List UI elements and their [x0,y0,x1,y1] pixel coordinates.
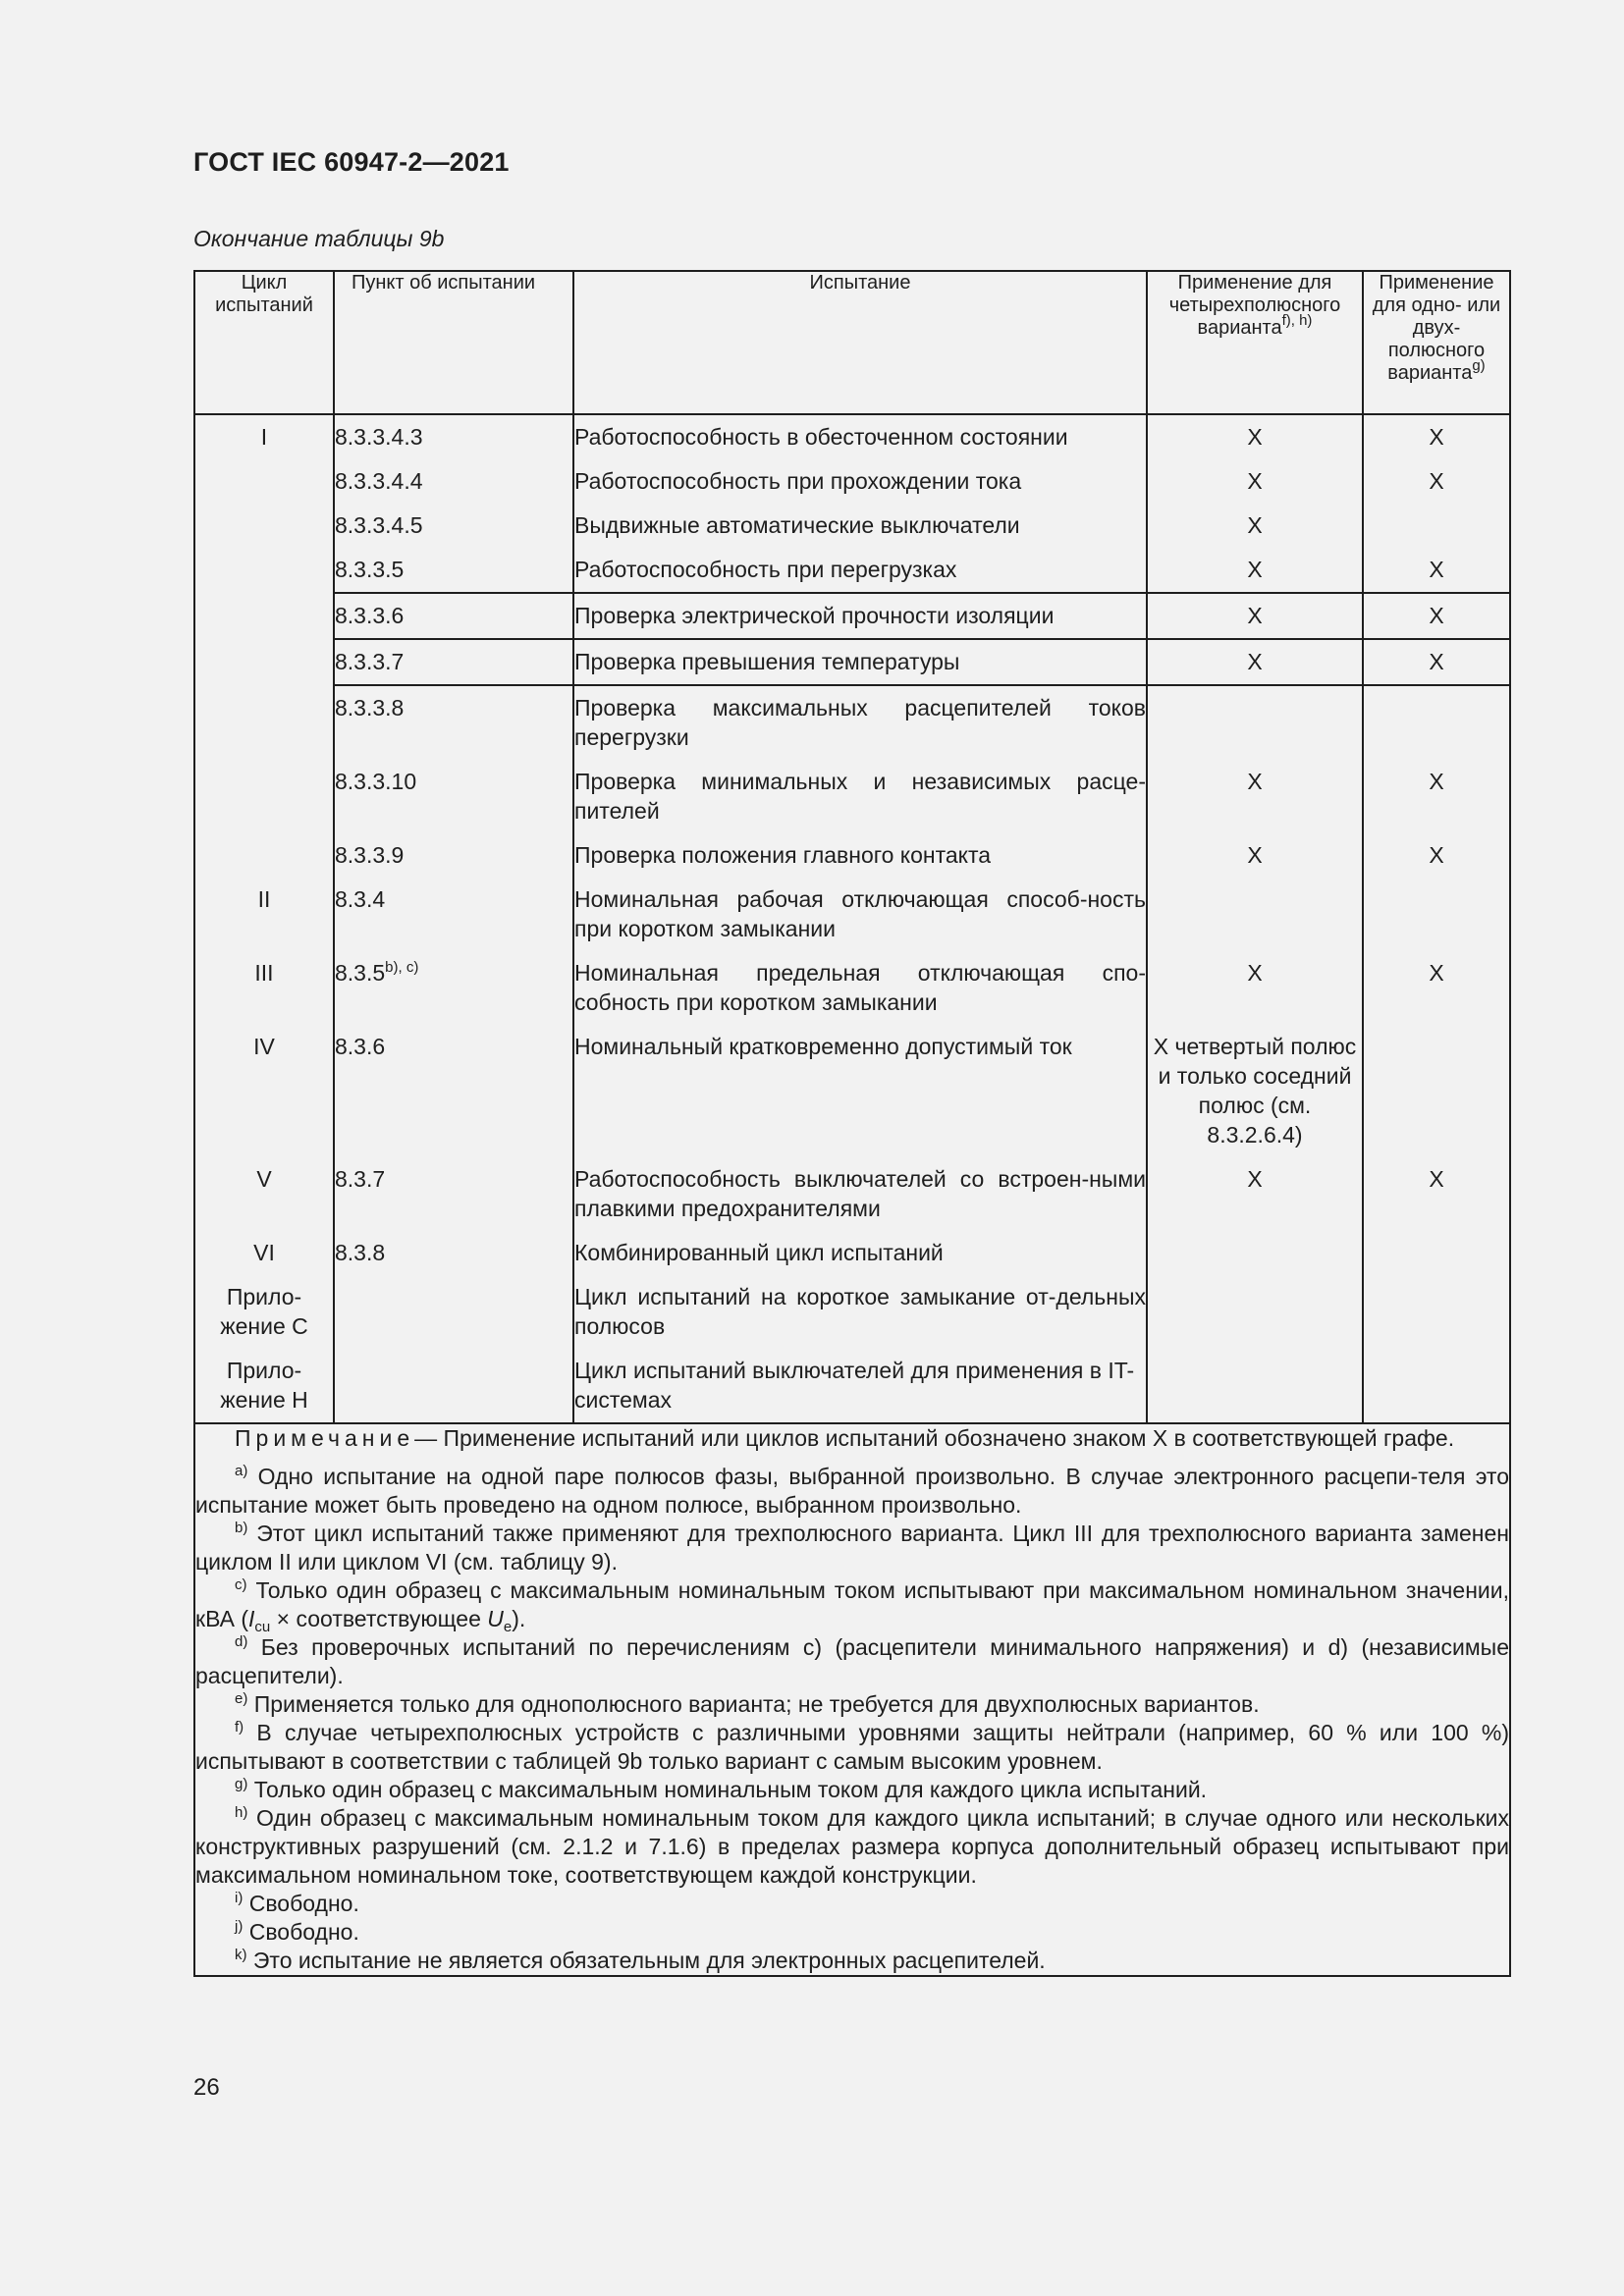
cell-cycle [194,593,334,639]
footnote-text-end: ). [512,1606,526,1631]
cell-one-two-pole [1363,1349,1510,1423]
table-row [194,504,1510,548]
notes-section [194,1423,1510,1976]
cell-four-pole: X [1147,593,1363,639]
table-row [194,1025,1510,1157]
footnote-text: В случае четырехполюсных устройств с различными уровнями защиты нейтрали (например, 60 % или 100 %) испытывают в соответствии с таблицей 9b только вариант с самым высоким уровнем. [195,1720,1510,1774]
symbol-u: U [487,1606,504,1631]
cell-clause [334,833,573,878]
footnote [195,1776,1509,1804]
cell-four-pole [1147,1275,1363,1349]
footnote-text: Свободно. [248,1891,359,1916]
footnote-mark: h) [235,1804,248,1821]
footnote-mark: a) [235,1463,248,1479]
footnote-text: Один образец с максимальным номинальным током для каждого цикла испытаний; в случае одного или нескольких конструктивных разрушений (см. 2.1.2 и 7.1.6) в пределах размера корпуса дополнительный образец испытывают при максимальном номинальном токе, соответствующем каждой конструкции. [195,1805,1509,1888]
cell-cycle: Прило-жение H [194,1349,334,1423]
table-row [194,833,1510,878]
footnote-text: Одно испытание на одной паре полюсов фазы, выбранной произвольно. В случае электронного расцепи-теля это испытание может быть проведено на одном полюсе, выбранном произвольно. [195,1464,1509,1518]
cell-four-pole [1147,1349,1363,1423]
cell-clause [334,1349,573,1423]
cell-four-pole: X [1147,414,1363,459]
cell-clause [334,504,573,548]
cell-one-two-pole: X [1363,760,1510,833]
cell-clause [334,639,573,685]
cell-cycle: VI [194,1231,334,1275]
footnote [195,1690,1509,1719]
table-row [194,593,1510,639]
clause-footnote-ref: b), c) [385,959,419,976]
clause-number: 8.3.6 [335,1034,386,1059]
cell-one-two-pole: X [1363,459,1510,504]
document-header: ГОСТ IEC 60947-2—2021 [193,147,510,177]
cell-cycle [194,548,334,593]
header-test: Испытание [573,271,1147,414]
cell-four-pole: X [1147,459,1363,504]
footnote-text: Свободно. [248,1919,359,1945]
cell-cycle [194,459,334,504]
cell-test: Работоспособность выключателей со встроен-ными плавкими предохранителями [573,1157,1147,1231]
symbol-u-sub: e [503,1619,513,1635]
cell-test: Проверка положения главного контакта [573,833,1147,878]
table-row [194,459,1510,504]
footnote [195,1576,1509,1633]
page-number: 26 [193,2074,220,2101]
table-row [194,1275,1510,1349]
cell-four-pole [1147,878,1363,951]
cell-clause [334,1157,573,1231]
table-row [194,1157,1510,1231]
cell-one-two-pole: X [1363,414,1510,459]
table-row [194,414,1510,459]
header-cycle: Цикл испытаний [194,271,334,414]
clause-number: 8.3.3.5 [335,557,405,582]
cell-clause [334,1275,573,1349]
table-row [194,685,1510,760]
clause-number: 8.3.4 [335,886,386,912]
cell-test: Проверка максимальных расцепителей токов перегрузки [573,685,1147,760]
cell-test: Комбинированный цикл испытаний [573,1231,1147,1275]
cell-test: Выдвижные автоматические выключатели [573,504,1147,548]
cell-four-pole: X четвертый полюс и только соседний полюс (см. 8.3.2.6.4) [1147,1025,1363,1157]
cell-clause [334,878,573,951]
test-table [193,270,1511,1977]
header-clause: Пункт об испытании [334,271,573,414]
footnote [195,1918,1509,1947]
footnote-mark: i) [235,1890,244,1906]
cell-test: Проверка минимальных и независимых расце-пителей [573,760,1147,833]
cell-cycle [194,760,334,833]
cell-clause [334,951,573,1025]
footnote-mark: f) [235,1719,244,1735]
table-row [194,639,1510,685]
cell-clause [334,685,573,760]
symbol-i-sub: cu [254,1619,271,1635]
clause-number: 8.3.3.7 [335,649,405,674]
header-one-two-pole-label: Применение для одно- или двух- полюсного варианта [1372,272,1501,384]
cell-clause [334,1231,573,1275]
cell-four-pole: X [1147,639,1363,685]
footnote-mark: g) [235,1776,248,1792]
footnote-text: Это испытание не является обязательным для электронных расцепителей. [252,1948,1046,1973]
cell-test: Цикл испытаний на короткое замыкание от-дельных полюсов [573,1275,1147,1349]
symbol-i: I [248,1606,255,1631]
cell-test: Номинальный кратковременно допустимый ток [573,1025,1147,1157]
table-row [194,760,1510,833]
cell-one-two-pole [1363,878,1510,951]
clause-number: 8.3.3.10 [335,769,417,794]
cell-one-two-pole [1363,1275,1510,1349]
cell-clause [334,593,573,639]
cell-clause [334,1025,573,1157]
cell-one-two-pole [1363,1025,1510,1157]
footnote [195,1947,1509,1975]
footnote [195,1804,1509,1890]
cell-one-two-pole: X [1363,833,1510,878]
cell-four-pole [1147,1231,1363,1275]
cell-cycle: I [194,414,334,459]
clause-number: 8.3.3.4.3 [335,424,423,450]
cell-four-pole: X [1147,504,1363,548]
cell-cycle [194,504,334,548]
table-row [194,548,1510,593]
cell-cycle [194,639,334,685]
cell-one-two-pole: X [1363,639,1510,685]
clause-number: 8.3.3.4.5 [335,512,423,538]
clause-number: 8.3.3.6 [335,603,405,628]
cell-cycle [194,833,334,878]
footnote-text: Без проверочных испытаний по перечислениям c) (расцепители минимального напряжения) и d) (независимые расцепители). [195,1634,1509,1688]
footnote-mark: e) [235,1690,248,1707]
clause-number: 8.3.8 [335,1240,386,1265]
table-row [194,951,1510,1025]
cell-one-two-pole: X [1363,548,1510,593]
cell-test: Работоспособность в обесточенном состоянии [573,414,1147,459]
footnote-mark: b) [235,1520,248,1536]
cell-test: Номинальная предельная отключающая спо-собность при коротком замыкании [573,951,1147,1025]
table-row [194,1231,1510,1275]
footnote-text: Только один образец с максимальным номинальным током для каждого цикла испытаний. [253,1777,1208,1802]
cell-one-two-pole: X [1363,951,1510,1025]
clause-number: 8.3.3.9 [335,842,405,868]
footnote [195,1890,1509,1918]
cell-test: Цикл испытаний выключателей для применения в IT-системах [573,1349,1147,1423]
cell-cycle: II [194,878,334,951]
footnote-text-mid: × соответствующее [270,1606,488,1631]
cell-one-two-pole: X [1363,1157,1510,1231]
cell-one-two-pole: X [1363,593,1510,639]
note-main [195,1424,1509,1453]
cell-test: Работоспособность при перегрузках [573,548,1147,593]
cell-four-pole: X [1147,548,1363,593]
cell-cycle: Прило-жение C [194,1275,334,1349]
cell-one-two-pole [1363,504,1510,548]
note-text: — Применение испытаний или циклов испытаний обозначено знаком X в соответствующей графе. [414,1425,1455,1451]
cell-cycle: IV [194,1025,334,1157]
footnote-mark: k) [235,1947,247,1963]
header-four-pole-label: Применение для четырехполюсного варианта [1168,272,1341,339]
cell-cycle: III [194,951,334,1025]
footnote [195,1633,1509,1690]
cell-test: Проверка превышения температуры [573,639,1147,685]
table-caption: Окончание таблицы 9b [193,226,445,251]
footnote-text: Применяется только для однополюсного варианта; не требуется для двухполюсных вариантов. [253,1691,1260,1717]
cell-test: Работоспособность при прохождении тока [573,459,1147,504]
footnote [195,1520,1509,1576]
table-row [194,1349,1510,1423]
cell-four-pole: X [1147,760,1363,833]
cell-four-pole: X [1147,1157,1363,1231]
note-label: Примечание [235,1425,415,1451]
table-row [194,878,1510,951]
header-one-two-pole-sup: g) [1472,357,1486,374]
footnote-text: Только один образец с максимальным номинальным током испытывают при максимальном номинальном значении, кВА ( [195,1577,1509,1631]
header-one-two-pole [1363,271,1510,414]
cell-clause [334,548,573,593]
cell-clause [334,414,573,459]
footnote-mark: j) [235,1918,244,1935]
clause-number: 8.3.3.8 [335,695,405,721]
footnote [195,1463,1509,1520]
footnote-mark: d) [235,1633,248,1650]
header-four-pole [1147,271,1363,414]
header-four-pole-sup: f), h) [1281,312,1313,329]
clause-number: 8.3.5 [335,960,386,986]
cell-four-pole: X [1147,951,1363,1025]
cell-clause [334,760,573,833]
cell-four-pole [1147,685,1363,760]
cell-one-two-pole [1363,1231,1510,1275]
clause-number: 8.3.7 [335,1166,386,1192]
cell-test: Проверка электрической прочности изоляции [573,593,1147,639]
cell-one-two-pole [1363,685,1510,760]
cell-four-pole: X [1147,833,1363,878]
cell-cycle: V [194,1157,334,1231]
footnote-mark: c) [235,1576,247,1593]
footnote-text: Этот цикл испытаний также применяют для трехполюсного варианта. Цикл III для трехполюсного варианта заменен циклом II или циклом VI (см. таблицу 9). [195,1521,1509,1575]
footnotes-list [195,1463,1509,1975]
cell-clause [334,459,573,504]
cell-cycle [194,685,334,760]
cell-test: Номинальная рабочая отключающая способ-ность при коротком замыкании [573,878,1147,951]
footnote [195,1719,1509,1776]
clause-number: 8.3.3.4.4 [335,468,423,494]
